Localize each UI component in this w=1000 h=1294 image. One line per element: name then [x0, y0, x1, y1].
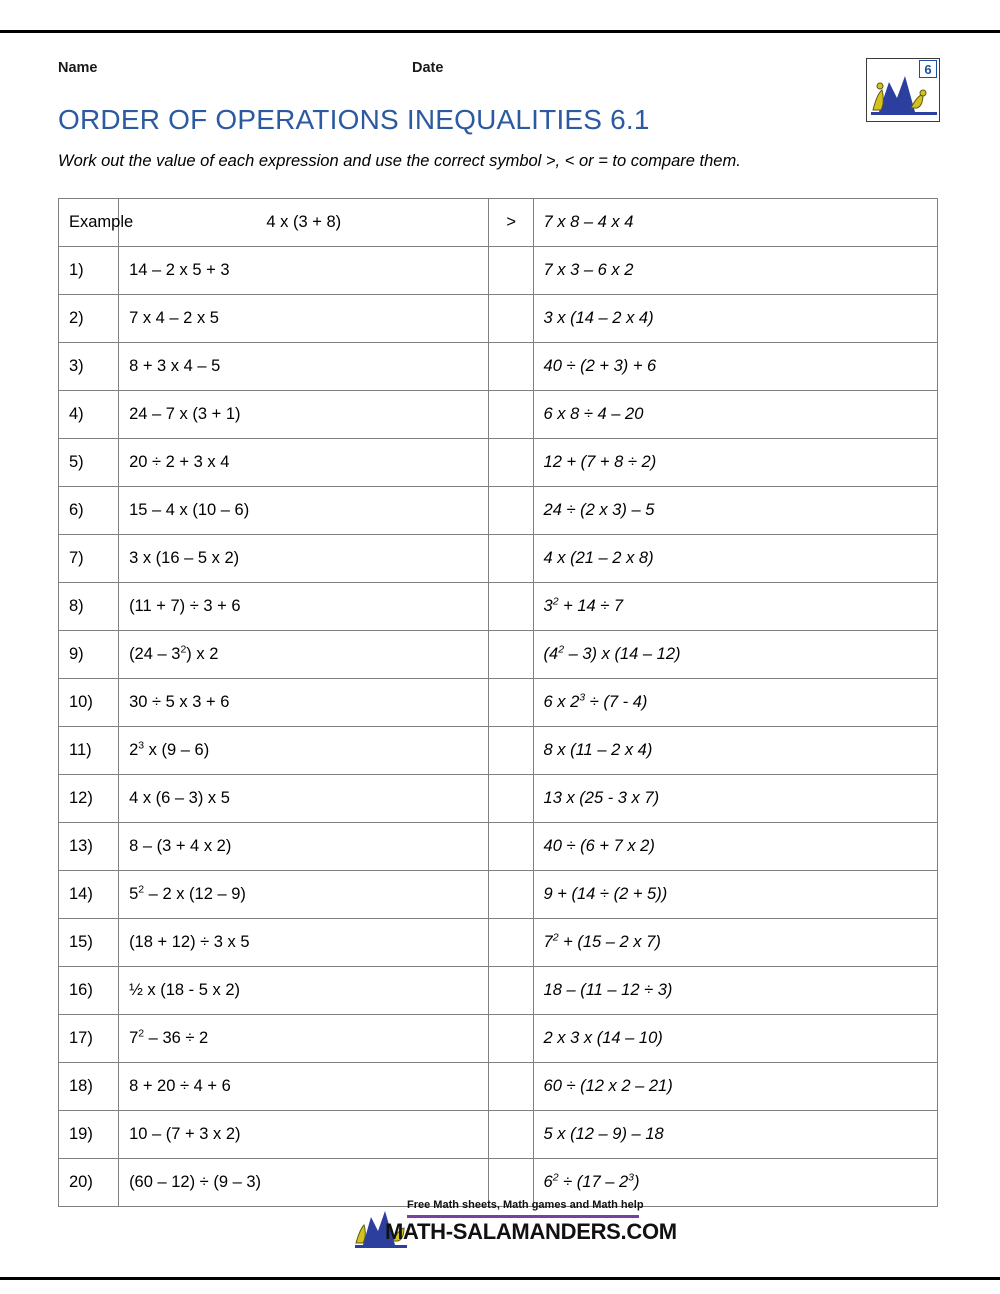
row-number: 2)	[59, 295, 119, 343]
table-row	[59, 775, 938, 823]
row-number: 17)	[59, 1015, 119, 1063]
row-number: 14)	[59, 871, 119, 919]
symbol-answer-box[interactable]	[489, 679, 533, 727]
table-row	[59, 535, 938, 583]
footer	[0, 1197, 1000, 1256]
row-number: 7)	[59, 535, 119, 583]
right-expression: 6 x 8 ÷ 4 – 20	[533, 391, 937, 439]
symbol-answer-box[interactable]	[489, 343, 533, 391]
right-expression: 12 + (7 + 8 ÷ 2)	[533, 439, 937, 487]
row-number: 13)	[59, 823, 119, 871]
footer-tagline: Free Math sheets, Math games and Math help	[407, 1199, 644, 1211]
symbol-answer-box[interactable]	[489, 535, 533, 583]
left-expression: 30 ÷ 5 x 3 + 6	[119, 679, 489, 727]
student-header	[58, 60, 938, 84]
left-expression: 8 – (3 + 4 x 2)	[119, 823, 489, 871]
name-label: Name	[58, 60, 98, 76]
table-row	[59, 871, 938, 919]
left-expression: 3 x (16 – 5 x 2)	[119, 535, 489, 583]
date-label: Date	[412, 60, 444, 76]
left-expression: 4 x (6 – 3) x 5	[119, 775, 489, 823]
table-row	[59, 583, 938, 631]
left-expression: 24 – 7 x (3 + 1)	[119, 391, 489, 439]
right-expression: 40 ÷ (6 + 7 x 2)	[533, 823, 937, 871]
row-number: 10)	[59, 679, 119, 727]
table-row	[59, 343, 938, 391]
right-expression: 13 x (25 - 3 x 7)	[533, 775, 937, 823]
problems-table	[58, 198, 938, 1207]
right-expression: 2 x 3 x (14 – 10)	[533, 1015, 937, 1063]
symbol-answer-box[interactable]	[489, 247, 533, 295]
table-row	[59, 679, 938, 727]
symbol-answer-box[interactable]	[489, 583, 533, 631]
row-number: 8)	[59, 583, 119, 631]
example-label: Example	[59, 199, 119, 247]
symbol-answer-box[interactable]	[489, 295, 533, 343]
symbol-answer-box[interactable]	[489, 1063, 533, 1111]
row-number: 15)	[59, 919, 119, 967]
row-number: 11)	[59, 727, 119, 775]
example-left-expression: 4 x (3 + 8)	[119, 199, 489, 247]
left-expression: 10 – (7 + 3 x 2)	[119, 1111, 489, 1159]
row-number: 1)	[59, 247, 119, 295]
page-title: ORDER OF OPERATIONS INEQUALITIES 6.1	[58, 104, 650, 135]
example-symbol: >	[489, 199, 533, 247]
grade-level-badge: 6	[919, 60, 937, 78]
right-expression: 18 – (11 – 12 ÷ 3)	[533, 967, 937, 1015]
symbol-answer-box[interactable]	[489, 631, 533, 679]
right-expression: $6^2 \div (17 - 2^3)$	[533, 1159, 937, 1207]
left-expression: ½ x (18 - 5 x 2)	[119, 967, 489, 1015]
table-row	[59, 1063, 938, 1111]
right-expression: $3^2 + 14 \div 7$	[533, 583, 937, 631]
row-number: 3)	[59, 343, 119, 391]
top-divider	[0, 30, 1000, 33]
table-row	[59, 439, 938, 487]
row-number: 20)	[59, 1159, 119, 1207]
grade-logo	[866, 58, 940, 122]
left-expression: $7^2 - 36 \div 2$	[119, 1015, 489, 1063]
right-expression: 24 ÷ (2 x 3) – 5	[533, 487, 937, 535]
symbol-answer-box[interactable]	[489, 1111, 533, 1159]
row-number: 19)	[59, 1111, 119, 1159]
symbol-answer-box[interactable]	[489, 727, 533, 775]
symbol-answer-box[interactable]	[489, 1015, 533, 1063]
right-expression: 6 x $2^3 \div (7 - 4)$	[533, 679, 937, 727]
salamander-logo-icon	[871, 66, 937, 118]
table-row	[59, 1111, 938, 1159]
table-row	[59, 631, 938, 679]
right-expression: 5 x (12 – 9) – 18	[533, 1111, 937, 1159]
right-expression: 7 x 3 – 6 x 2	[533, 247, 937, 295]
symbol-answer-box[interactable]	[489, 391, 533, 439]
table-row	[59, 919, 938, 967]
table-row	[59, 727, 938, 775]
right-expression: 60 ÷ (12 x 2 – 21)	[533, 1063, 937, 1111]
footer-site-name: MATH-SALAMANDERS.COM	[385, 1219, 677, 1244]
instructions: Work out the value of each expression and use the correct symbol >, < or = to compare them.	[58, 152, 741, 170]
left-expression: 20 ÷ 2 + 3 x 4	[119, 439, 489, 487]
symbol-answer-box[interactable]	[489, 439, 533, 487]
right-expression: 4 x (21 – 2 x 8)	[533, 535, 937, 583]
left-expression: (18 + 12) ÷ 3 x 5	[119, 919, 489, 967]
table-row	[59, 967, 938, 1015]
table-row-example	[59, 199, 938, 247]
row-number: 18)	[59, 1063, 119, 1111]
table-row	[59, 295, 938, 343]
left-expression: $2^3$ x (9 – 6)	[119, 727, 489, 775]
row-number: 4)	[59, 391, 119, 439]
row-number: 6)	[59, 487, 119, 535]
right-expression: 9 + (14 ÷ (2 + 5))	[533, 871, 937, 919]
right-expression: 3 x (14 – 2 x 4)	[533, 295, 937, 343]
right-expression: $7^2 + (15 - 2$ x 7)	[533, 919, 937, 967]
left-expression: $(24 - 3^2)$ x 2	[119, 631, 489, 679]
right-expression: 8 x (11 – 2 x 4)	[533, 727, 937, 775]
table-row	[59, 391, 938, 439]
row-number: 12)	[59, 775, 119, 823]
bottom-divider	[0, 1277, 1000, 1280]
symbol-answer-box[interactable]	[489, 823, 533, 871]
row-number: 16)	[59, 967, 119, 1015]
symbol-answer-box[interactable]	[489, 487, 533, 535]
row-number: 9)	[59, 631, 119, 679]
footer-divider	[407, 1215, 639, 1218]
symbol-answer-box[interactable]	[489, 967, 533, 1015]
symbol-answer-box[interactable]	[489, 871, 533, 919]
table-row	[59, 823, 938, 871]
left-expression: 8 + 20 ÷ 4 + 6	[119, 1063, 489, 1111]
right-expression: $(4^2 - 3)$ x (14 – 12)	[533, 631, 937, 679]
left-expression: 7 x 4 – 2 x 5	[119, 295, 489, 343]
row-number: 5)	[59, 439, 119, 487]
left-expression: $5^2 - 2$ x (12 – 9)	[119, 871, 489, 919]
left-expression: 15 – 4 x (10 – 6)	[119, 487, 489, 535]
left-expression: 8 + 3 x 4 – 5	[119, 343, 489, 391]
left-expression: 14 – 2 x 5 + 3	[119, 247, 489, 295]
right-expression: 40 ÷ (2 + 3) + 6	[533, 343, 937, 391]
problems-body	[59, 199, 938, 1207]
table-row	[59, 247, 938, 295]
table-row	[59, 1015, 938, 1063]
symbol-answer-box[interactable]	[489, 919, 533, 967]
left-expression: (60 – 12) ÷ (9 – 3)	[119, 1159, 489, 1207]
example-right-expression: 7 x 8 – 4 x 4	[533, 199, 937, 247]
left-expression: (11 + 7) ÷ 3 + 6	[119, 583, 489, 631]
table-row	[59, 487, 938, 535]
symbol-answer-box[interactable]	[489, 775, 533, 823]
